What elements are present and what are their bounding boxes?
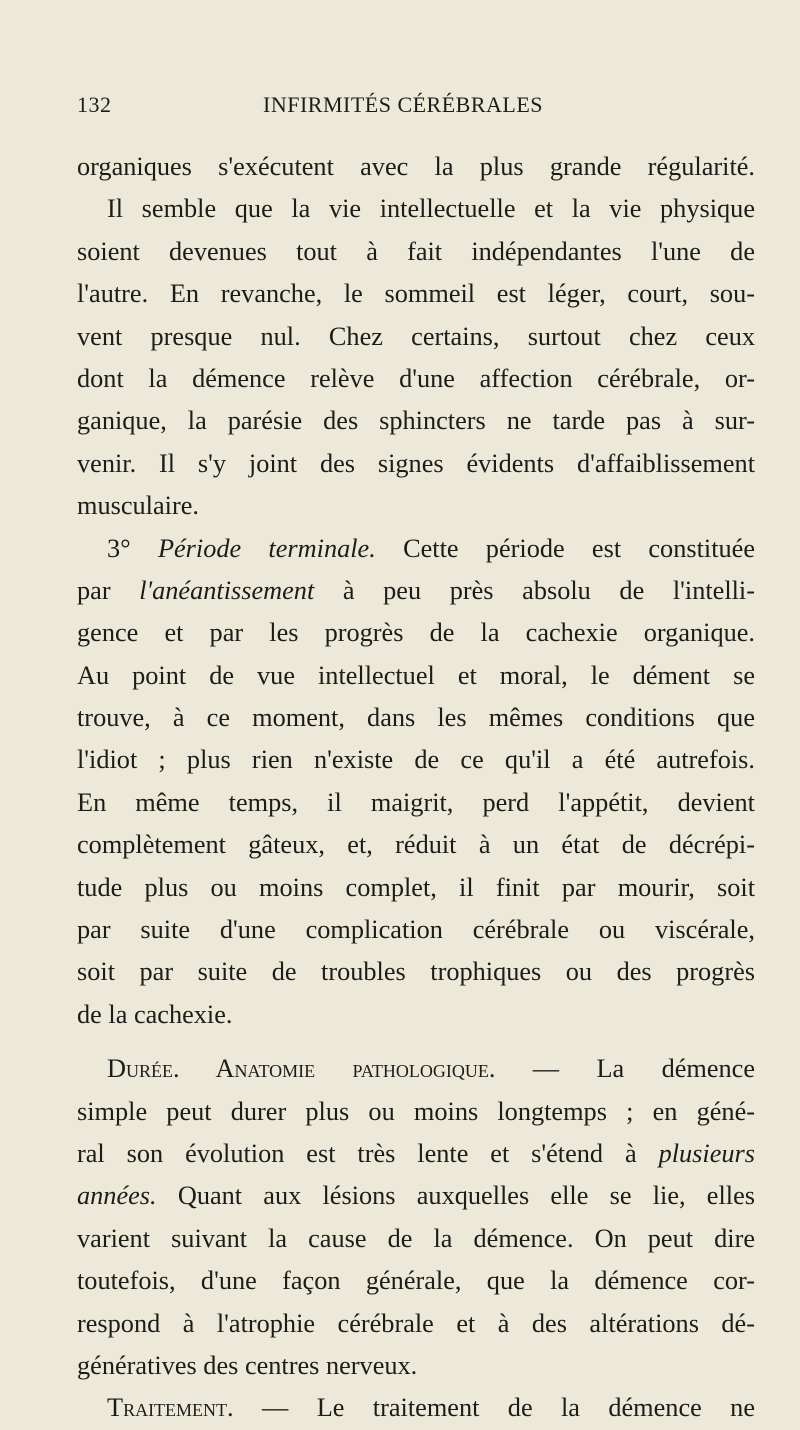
text-line: ganique, la parésie des sphincters ne tarde pas à sur- (77, 406, 755, 436)
emphasis: années. (77, 1181, 157, 1211)
text-line: toutefois, d'une façon générale, que la démence cor- (77, 1266, 755, 1296)
section-heading: Durée. Anatomie pathologique. (107, 1054, 496, 1084)
section-heading: Période terminale. (157, 533, 376, 563)
text-line: l'idiot ; plus rien n'existe de ce qu'il a été autrefois. (77, 745, 755, 775)
emphasis: plusieurs (658, 1138, 755, 1168)
text-line: dont la démence relève d'une affection cérébrale, or- (77, 363, 755, 393)
text-line (77, 528, 755, 570)
text-line: musculaire. (77, 491, 199, 521)
paragraph-4 (77, 1387, 755, 1429)
section-number: 3° (107, 533, 131, 563)
text-line (77, 1133, 755, 1175)
text-line: simple peut durer plus ou moins longtemps ; en géné- (77, 1096, 755, 1126)
text-line: par suite d'une complication cérébrale ou viscérale, (77, 915, 755, 945)
text-line: respond à l'atrophie cérébrale et à des altérations dé- (77, 1308, 755, 1338)
text-line: Au point de vue intellectuel et moral, le dément se (77, 660, 755, 690)
page-header (0, 92, 800, 124)
paragraph-2 (77, 528, 755, 1037)
text-line: soit par suite de troubles trophiques ou des progrès (77, 957, 755, 987)
running-title: INFIRMITÉS CÉRÉBRALES (263, 92, 544, 117)
text-line: Il semble que la vie intellectuelle et la vie physique (107, 194, 755, 224)
text-line: varient suivant la cause de la démence. On peut dire (77, 1223, 755, 1253)
text-run: ral son évolution est très lente et s'étend à (77, 1138, 637, 1168)
section-heading: Traitement. (107, 1393, 234, 1423)
text-line: de la cachexie. (77, 999, 233, 1029)
text-line: soient devenues tout à fait indépendantes l'une de (77, 236, 755, 266)
text-line: organiques s'exécutent avec la plus grande régularité. (77, 152, 755, 181)
text-line (77, 1175, 755, 1217)
text-line (77, 570, 755, 612)
text-run: par (77, 575, 111, 605)
emphasis: l'anéantissement (139, 575, 315, 605)
text-run: Cette période est constituée (403, 533, 755, 563)
text-line (77, 1048, 755, 1090)
text-line: venir. Il s'y joint des signes évidents d'affaiblissement (77, 448, 755, 478)
paragraph-gap (77, 1036, 755, 1048)
text-run: — Le traitement de la démence ne (262, 1393, 755, 1423)
text-line: l'autre. En revanche, le sommeil est léger, court, sou- (77, 279, 755, 309)
text-line: gence et par les progrès de la cachexie organique. (77, 618, 755, 648)
text-line: trouve, à ce moment, dans les mêmes conditions que (77, 703, 755, 733)
page-number: 132 (77, 92, 112, 117)
text-run: — La démence (532, 1054, 756, 1084)
text-line: complètement gâteux, et, réduit à un état de décrépi- (77, 830, 755, 860)
text-line: vent presque nul. Chez certains, surtout chez ceux (77, 321, 755, 351)
text-line: génératives des centres nerveux. (77, 1350, 418, 1380)
text-line: En même temps, il maigrit, perd l'appétit, devient (77, 787, 755, 817)
page-body (77, 146, 755, 1430)
text-run: Quant aux lésions auxquelles elle se lie, elles (177, 1181, 755, 1211)
paragraph-3 (77, 1048, 755, 1387)
text-run: à peu près absolu de l'intelli- (342, 575, 755, 605)
text-line (77, 1387, 755, 1429)
text-line: tude plus ou moins complet, il finit par mourir, soit (77, 872, 755, 902)
paragraph-1 (77, 146, 755, 528)
